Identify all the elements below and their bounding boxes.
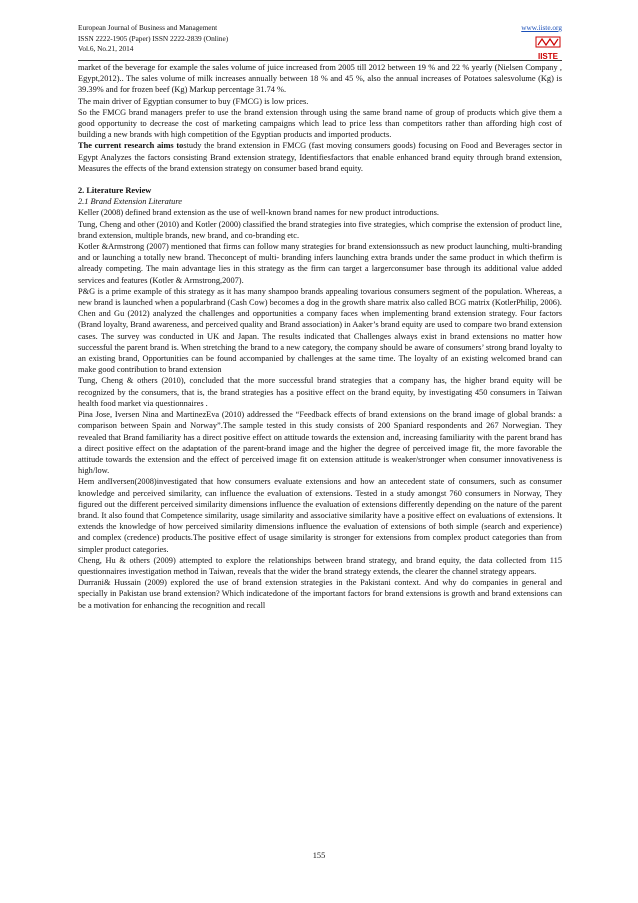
issn-line: ISSN 2222-1905 (Paper) ISSN 2222-2839 (Online) <box>78 33 229 43</box>
spacer <box>78 174 562 185</box>
paragraph: market of the beverage for example the sales volume of juice increased from 2005 till 2012 between 19 % and 22 % yearly (Nielsen Company , Egypt,2012).. The sales volume of milk increases annually between 18 % and 45 %, also the annual increases of Potatoes salesvolume (Kg) is 39.39% and for frozen beef (Kg) Markup percentage 31.74 %. <box>78 63 562 95</box>
paragraph: Keller (2008) defined brand extension as the use of well-known brand names for new product introductions. <box>78 208 439 218</box>
logo-text: IISTE <box>537 52 559 61</box>
paragraph: Durrani& Hussain (2009) explored the use of brand extension strategies in the Pakistani context. And why do companies in general and specially in Pakistan use brand extension? Which indicatedone of the important factors for brand extensions is growth and brand extensions can be a motivation for enhancing the recognition and recall <box>78 578 562 610</box>
paragraph: Tung, Cheng & others (2010), concluded that the more successful brand strategies that a company has, the higher brand equity will be recognized by the consumers, that is, the brand strategies has a positive effect on the brand equity, by investigating 450 consumers in Taiwan health food market via questionnaires . <box>78 376 562 408</box>
paragraph: P&G is a prime example of this strategy as it has many shampoo brands appealing tovarious consumers segment of the population. Whereas, a new brand is launched when a popularbrand (Cash Cow) becomes a dog in the growth share matrix also called BCG matrix (KotlerPhilip, 2006). <box>78 286 562 308</box>
body-text <box>78 62 562 611</box>
paragraph: The main driver of Egyptian consumer to buy (FMCG) is low prices. <box>78 96 309 106</box>
journal-name: European Journal of Business and Management <box>78 23 218 32</box>
paragraph: Chen and Gu (2012) analyzed the challenges and opportunities a company faces when implementing brand extension strategy. Four factors (Brand loyalty, Brand awareness, and perceived quality and Brand association) in Aaker’s brand equity are used to compare two brand extension cases. The survey was conducted in UK and Japan. The results indicated that Challenges always exist in brand extensions no matter how successful the parent brand is. When stretching the brand to a new category, the company should be aware of consumers’ strong brand loyalty to an existing brand, Opportunities can be found accompanied by challenges at the same time. The loyalty of an existing welcomed brand can make good contribution to brand extension <box>78 309 562 375</box>
section-heading: 2. Literature Review <box>78 186 152 196</box>
paragraph: Hem andIversen(2008)investigated that how consumers evaluate extensions and how an antecedent state of consumers, such as consumer knowledge and perceived similarity, can influence the evaluation of extensions. Tested in a study amongst 760 consumers in Norway, They figured out the different perceived similarity dimensions influence the evaluation of extensions differently depending on the nature of the parent brand. It also found that Competence similarity, usage similarity and associative similarity have a positive effect on evaluations of extensions. It extends the knowledge of how perceived similarity dimensions influence the evaluation of extensions of both simple (search and experience) and complex (credence) products.The positive effect of usage similarity is stronger for extensions from complex product categories than from simpler product categories. <box>78 477 562 554</box>
paragraph: So the FMCG brand managers prefer to use the brand extension through using the same brand name of group of products which give them a good opportunity to decrease the cost of marketing campaigns which lead to price less than competitors rather than affording high cost of building a new brands with high competition of the Egyptian products and imported products. <box>78 107 562 140</box>
page-number: 155 <box>312 851 326 860</box>
paragraph-research-aim <box>78 140 562 174</box>
subsection-heading: 2.1 Brand Extension Literature <box>78 197 182 207</box>
volume-line: Vol.6, No.21, 2014 <box>78 44 134 53</box>
bold-lead: The current research aims to <box>78 141 184 151</box>
iiste-logo <box>534 35 562 63</box>
paragraph: Pina Jose, Iversen Nina and MartinezEva (2010) addressed the “Feedback effects of brand extensions on the brand image of global brands: a comparison between Spain and Norway”.The sample tested in this study consists of 200 Spaniard respondents and 267 Norwegian. They revealed that Brand familiarity has a direct positive effect on attitude towards the extension and, increasing familiarity with the parent brand has a direct positive effect on the adaptation of the parent-brand image and the higher the degree of perceived image fit, the more favorable the attitude towards the extension and the effect of perceived image fit on extension attitude is weaker/stronger when consumer innovativeness is high/low. <box>78 410 562 476</box>
paragraph-rest: study the brand extension in FMCG (fast moving consumers goods) focusing on Food and Beverages sector in Egypt Analyzes the factors consisting Brand extension strategy, Identifiesfactors that enable enhanced brand equity through brand extension, Measures the effects of the brand extension strategy on consumer based brand equity. <box>78 141 562 173</box>
paragraph: Kotler &Armstrong (2007) mentioned that firms can follow many strategies for brand extensionssuch as new product launching, multi-branding and or launching a totally new brand. Theconcept of multi- branding infers launching extra brands under the same product in which thefirm is already competing. The main advantage lies in this strategy as the firm can target a largerconsumer base through its additional value added services and features (Kotler & Armstrong,2007). <box>78 242 562 285</box>
paragraph: Tung, Cheng and other (2010) and Kotler (2000) classified the brand strategies into five strategies, which comprise the extension of product line, brand extension, multiple brands, new brand, and co-branding etc. <box>78 219 562 240</box>
paragraph: Cheng, Hu & others (2009) attempted to explore the relationships between brand strategy, and brand equity, the data collected from 115 questionnaires investigation method in Taiwan, reveals that the wider the brand strategy extends, the clearer the channel strategy appears. <box>78 555 562 576</box>
journal-url-link[interactable]: www.iiste.org <box>521 23 562 32</box>
running-header <box>78 23 562 55</box>
header-divider <box>78 60 562 61</box>
